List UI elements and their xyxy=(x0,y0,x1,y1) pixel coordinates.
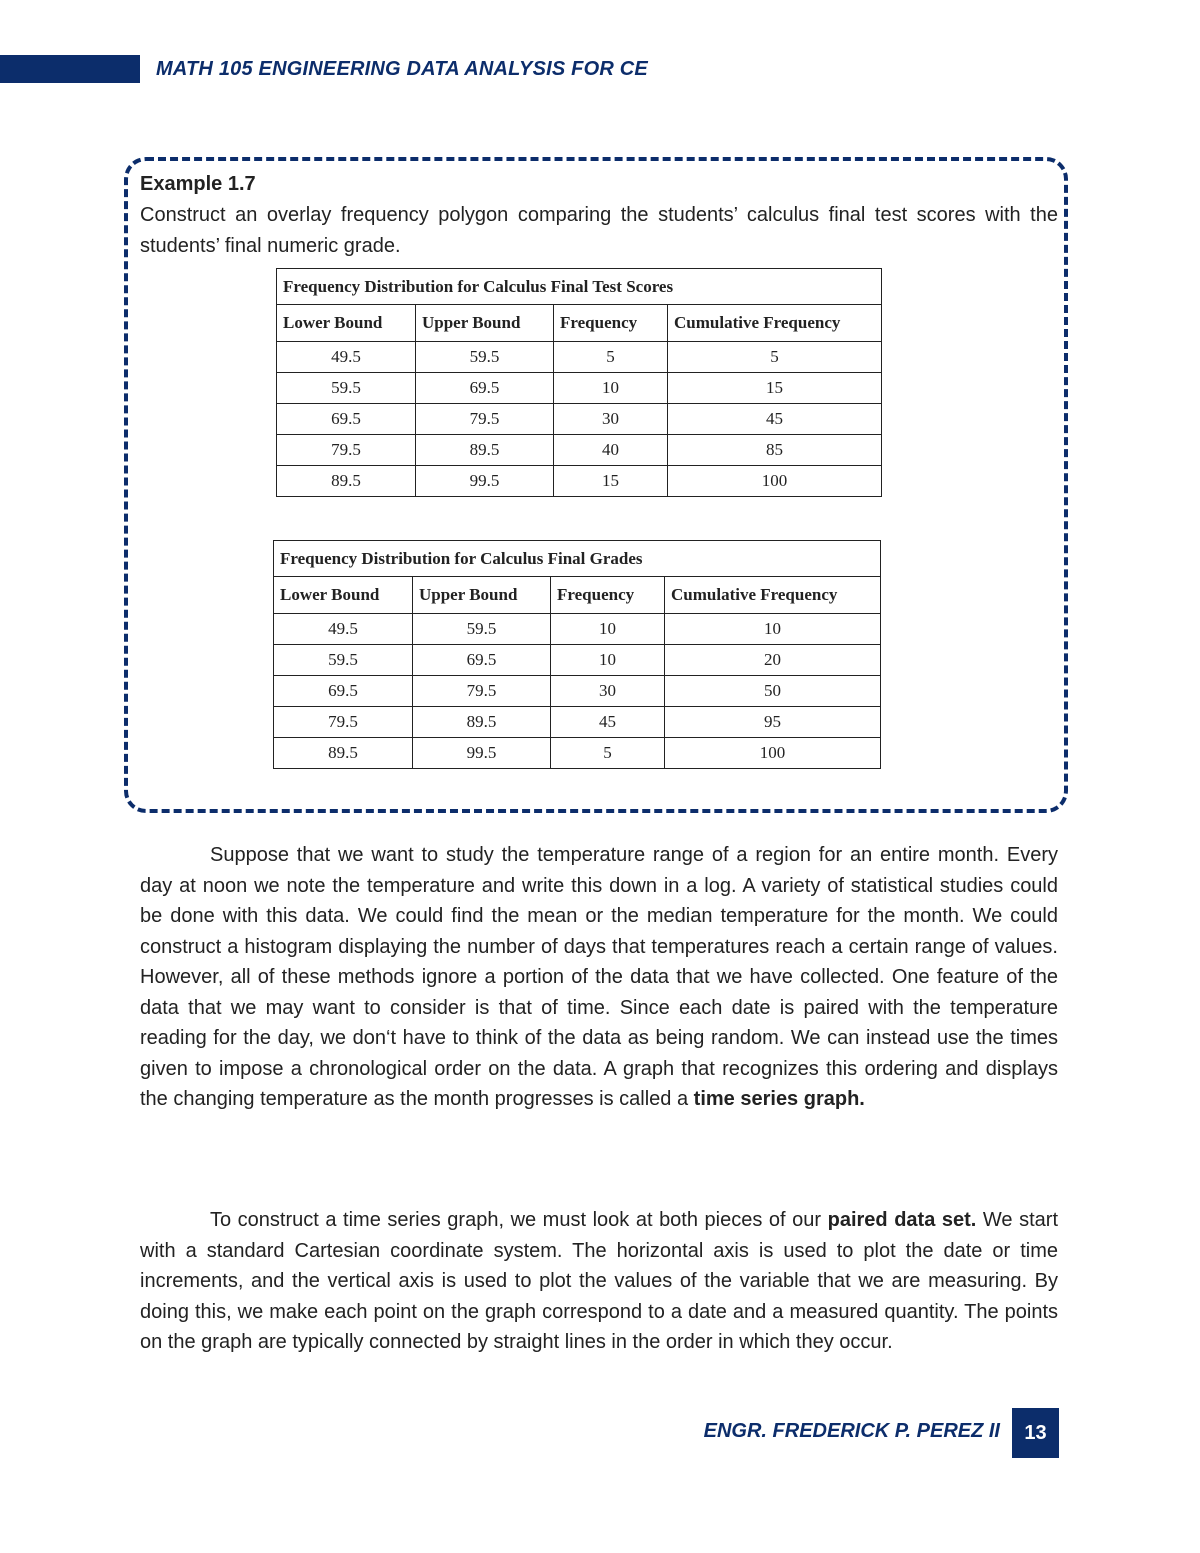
column-header-frequency: Frequency xyxy=(551,577,665,614)
paragraph-construct-graph xyxy=(140,1205,1058,1358)
cell-cumulative-frequency: 100 xyxy=(665,738,881,769)
cell-upper-bound: 69.5 xyxy=(413,645,551,676)
cell-upper-bound: 59.5 xyxy=(413,614,551,645)
page-number: 13 xyxy=(1012,1408,1059,1458)
cell-lower-bound: 69.5 xyxy=(277,404,416,435)
cell-frequency: 10 xyxy=(551,614,665,645)
table-row xyxy=(274,707,881,738)
cell-lower-bound: 49.5 xyxy=(274,614,413,645)
table-caption: Frequency Distribution for Calculus Final Test Scores xyxy=(277,269,882,305)
term-paired-data-set: paired data set. xyxy=(827,1209,977,1231)
table-row xyxy=(277,435,882,466)
cell-frequency: 5 xyxy=(551,738,665,769)
column-header-cumulative-frequency: Cumulative Frequency xyxy=(665,577,881,614)
column-header-upper-bound: Upper Bound xyxy=(416,305,554,342)
test-scores-table xyxy=(276,268,882,497)
cell-lower-bound: 79.5 xyxy=(277,435,416,466)
cell-upper-bound: 69.5 xyxy=(416,373,554,404)
cell-cumulative-frequency: 10 xyxy=(665,614,881,645)
term-time-series-graph: time series graph. xyxy=(693,1088,865,1110)
footer-author: ENGR. FREDERICK P. PEREZ II xyxy=(703,1420,1000,1442)
cell-frequency: 30 xyxy=(551,676,665,707)
table-row xyxy=(277,466,882,497)
cell-frequency: 40 xyxy=(554,435,668,466)
cell-frequency: 10 xyxy=(554,373,668,404)
cell-lower-bound: 59.5 xyxy=(274,645,413,676)
paragraph-text: Suppose that we want to study the temperature range of a region for an entire month. Every day at noon we note the temperature and write this down in a log. A variety of statistical studies could be done with this data. We could find the mean or the median temperature for the month. We could construct a histogram displaying the number of days that temperatures reach a certain range of values. However, all of these methods ignore a portion of the data that we have collected. One feature of the data that we may want to consider is that of time. Since each date is paired with the temperature reading for the day, we don‘t have to think of the data as being random. We can instead use the times given to impose a chronological order on the data. A graph that recognizes this ordering and displays the changing temperature as the month progresses is called a xyxy=(140,844,1058,1110)
column-header-lower-bound: Lower Bound xyxy=(274,577,413,614)
cell-upper-bound: 89.5 xyxy=(416,435,554,466)
cell-frequency: 10 xyxy=(551,645,665,676)
paragraph-text-after: We start with a standard Cartesian coordinate system. The horizontal axis is used to plot the date or time increments, and the vertical axis is used to plot the values of the variable that we are measuring. By doing this, we make each point on the graph correspond to a date and a measured quantity. The points on the graph are typically connected by straight lines in the order in which they occur. xyxy=(140,1209,1058,1353)
cell-lower-bound: 49.5 xyxy=(277,342,416,373)
cell-frequency: 5 xyxy=(554,342,668,373)
example-title: Example 1.7 xyxy=(140,173,256,195)
cell-cumulative-frequency: 85 xyxy=(668,435,882,466)
cell-cumulative-frequency: 95 xyxy=(665,707,881,738)
cell-upper-bound: 59.5 xyxy=(416,342,554,373)
header-accent-bar xyxy=(0,55,140,83)
final-grades-table xyxy=(273,540,881,769)
table-row xyxy=(274,614,881,645)
cell-upper-bound: 79.5 xyxy=(413,676,551,707)
table-row xyxy=(277,342,882,373)
column-header-frequency: Frequency xyxy=(554,305,668,342)
cell-cumulative-frequency: 50 xyxy=(665,676,881,707)
paragraph-time-series-intro xyxy=(140,840,1058,1115)
column-header-lower-bound: Lower Bound xyxy=(277,305,416,342)
cell-lower-bound: 89.5 xyxy=(274,738,413,769)
table-row xyxy=(274,645,881,676)
table-row xyxy=(274,676,881,707)
column-header-upper-bound: Upper Bound xyxy=(413,577,551,614)
cell-frequency: 45 xyxy=(551,707,665,738)
table-caption: Frequency Distribution for Calculus Final Grades xyxy=(274,541,881,577)
cell-cumulative-frequency: 20 xyxy=(665,645,881,676)
cell-upper-bound: 89.5 xyxy=(413,707,551,738)
cell-cumulative-frequency: 15 xyxy=(668,373,882,404)
cell-lower-bound: 79.5 xyxy=(274,707,413,738)
cell-cumulative-frequency: 5 xyxy=(668,342,882,373)
example-description: Construct an overlay frequency polygon comparing the students’ calculus final test scores with the students’ final numeric grade. xyxy=(140,204,1058,257)
table-row xyxy=(277,373,882,404)
cell-upper-bound: 99.5 xyxy=(413,738,551,769)
cell-lower-bound: 59.5 xyxy=(277,373,416,404)
column-header-cumulative-frequency: Cumulative Frequency xyxy=(668,305,882,342)
cell-lower-bound: 89.5 xyxy=(277,466,416,497)
cell-upper-bound: 79.5 xyxy=(416,404,554,435)
cell-frequency: 30 xyxy=(554,404,668,435)
cell-cumulative-frequency: 100 xyxy=(668,466,882,497)
cell-upper-bound: 99.5 xyxy=(416,466,554,497)
cell-lower-bound: 69.5 xyxy=(274,676,413,707)
paragraph-text-before: To construct a time series graph, we must look at both pieces of our xyxy=(210,1209,822,1231)
cell-frequency: 15 xyxy=(554,466,668,497)
table-row xyxy=(277,404,882,435)
cell-cumulative-frequency: 45 xyxy=(668,404,882,435)
course-title: MATH 105 ENGINEERING DATA ANALYSIS FOR CE xyxy=(156,58,648,80)
table-row xyxy=(274,738,881,769)
